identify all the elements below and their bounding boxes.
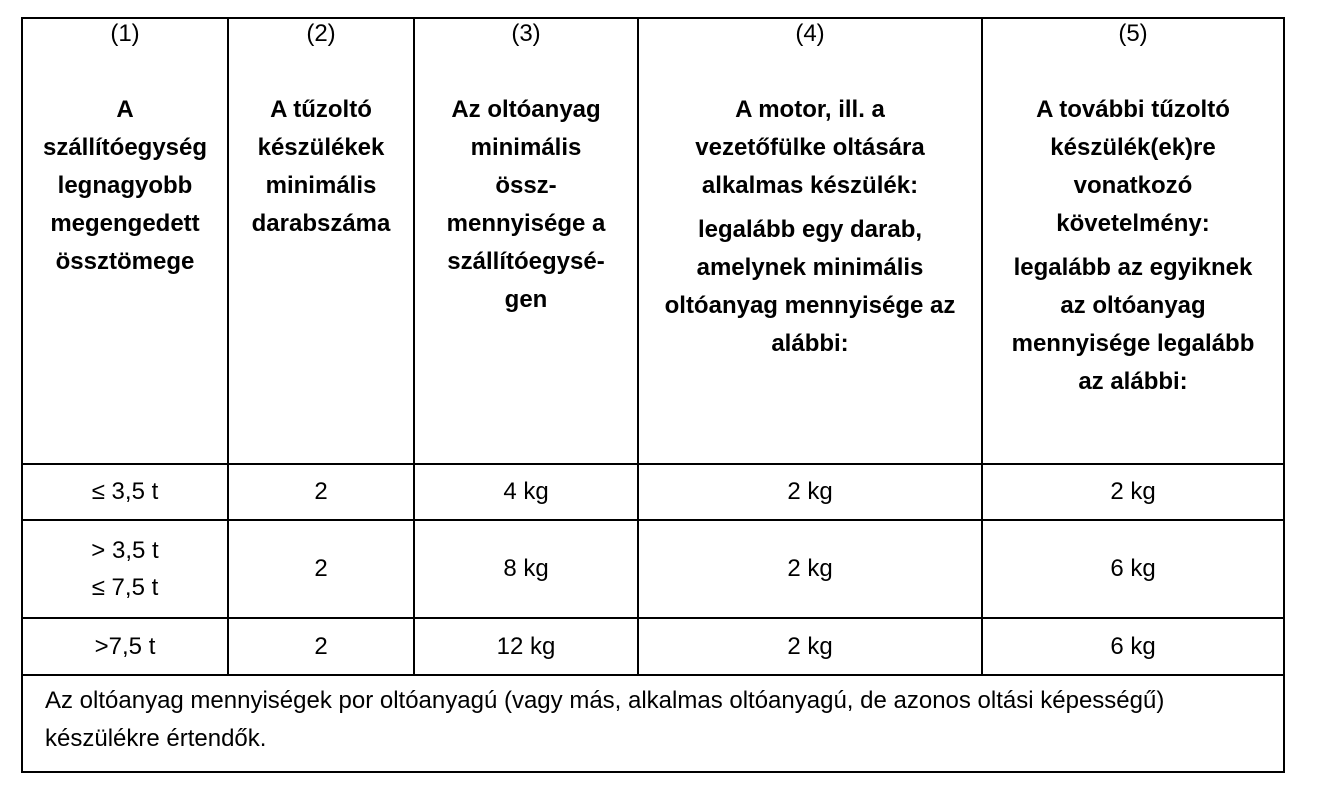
column-number: (2) — [306, 20, 336, 47]
engine-cell: 2 kg — [638, 464, 982, 520]
total-cell: 12 kg — [414, 618, 638, 675]
header-cell-2 — [228, 18, 414, 464]
engine-cell: 2 kg — [638, 618, 982, 675]
fire-extinguisher-table — [21, 17, 1285, 773]
count-cell: 2 — [228, 618, 414, 675]
column-number: (4) — [795, 20, 825, 47]
count-cell: 2 — [228, 464, 414, 520]
note-row — [22, 675, 1284, 772]
header-cell-4 — [638, 18, 982, 464]
additional-cell: 6 kg — [982, 520, 1284, 618]
table-row — [22, 520, 1284, 618]
header-cell-1 — [22, 18, 228, 464]
mass-cell: >7,5 t — [22, 618, 228, 675]
count-cell: 2 — [228, 520, 414, 618]
column-subheading: legalább az egyiknek az oltóanyag mennyisége legalább az alábbi: — [1011, 254, 1255, 395]
column-heading: A motor, ill. a vezetőfülke oltására alkalmas készülék: — [695, 96, 925, 199]
header-cell-3 — [414, 18, 638, 464]
column-heading: A szállítóegység legnagyobb megengedett össztömege — [42, 96, 208, 275]
column-heading: A tűzoltó készülékek minimális darabszáma — [251, 96, 391, 237]
engine-cell: 2 kg — [638, 520, 982, 618]
column-heading: A további tűzoltó készülék(ek)re vonatkozó követelmény: — [1036, 96, 1230, 237]
column-subheading: legalább egy darab, amelynek minimális oltóanyag mennyisége az alábbi: — [664, 216, 956, 357]
column-number: (5) — [1118, 20, 1148, 47]
note-text: Az oltóanyag mennyiségek por oltóanyagú (vagy más, alkalmas oltóanyagú, de azonos oltási képességű) készülékre értendők. — [45, 687, 1165, 752]
column-number: (3) — [511, 20, 541, 47]
additional-cell: 6 kg — [982, 618, 1284, 675]
column-heading: Az oltóanyag minimális össz- mennyisége a szállítóegysé- gen — [446, 96, 606, 313]
header-row — [22, 18, 1284, 464]
table-row — [22, 464, 1284, 520]
total-cell: 4 kg — [414, 464, 638, 520]
table-row — [22, 618, 1284, 675]
column-number: (1) — [110, 20, 140, 47]
header-cell-5 — [982, 18, 1284, 464]
total-cell: 8 kg — [414, 520, 638, 618]
mass-cell: > 3,5 t ≤ 7,5 t — [22, 520, 228, 618]
mass-cell: ≤ 3,5 t — [22, 464, 228, 520]
note-cell — [22, 675, 1284, 772]
additional-cell: 2 kg — [982, 464, 1284, 520]
